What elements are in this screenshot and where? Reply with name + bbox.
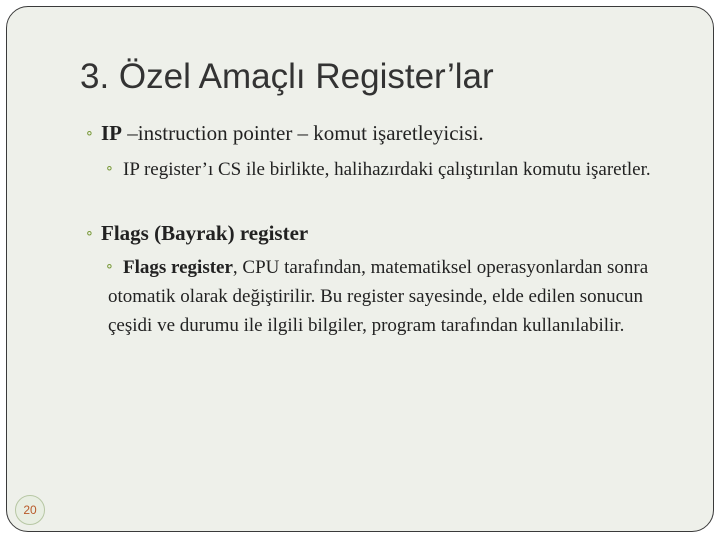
- bullet-marker-icon: ⚬: [84, 227, 95, 242]
- bullet-flags-lead: Flags (Bayrak) register: [101, 221, 309, 245]
- bullet-ip: [84, 120, 684, 148]
- page-number-text: 20: [23, 503, 37, 517]
- bullet-ip-sub-text: IP register’ı CS ile birlikte, halihazırdaki çalıştırılan komutu işaretler.: [123, 159, 651, 180]
- bullet-ip-text: –instruction pointer – komut işaretleyicisi.: [122, 121, 484, 145]
- bullet-flags-sub-lead: Flags register: [123, 257, 233, 278]
- bullet-marker-icon: ⚬: [104, 260, 115, 275]
- bullet-flags-sub: [104, 253, 686, 340]
- bullet-flags-sub-text: , CPU tarafından, matematiksel operasyonlardan sonra otomatik olarak değiştirilir. Bu register sayesinde, elde edilen sonucun çeşidi ve durumu ile ilgili bilgiler, program tarafından kullanılabilir.: [108, 257, 649, 336]
- bullet-ip-sub: [104, 155, 686, 184]
- bullet-marker-icon: ⚬: [84, 127, 95, 142]
- bullet-flags: [84, 220, 684, 248]
- bullet-ip-lead: IP: [101, 121, 122, 145]
- bullet-marker-icon: ⚬: [104, 162, 115, 177]
- slide-title: 3. Özel Amaçlı Register’lar: [80, 57, 494, 96]
- page-number: [15, 495, 45, 525]
